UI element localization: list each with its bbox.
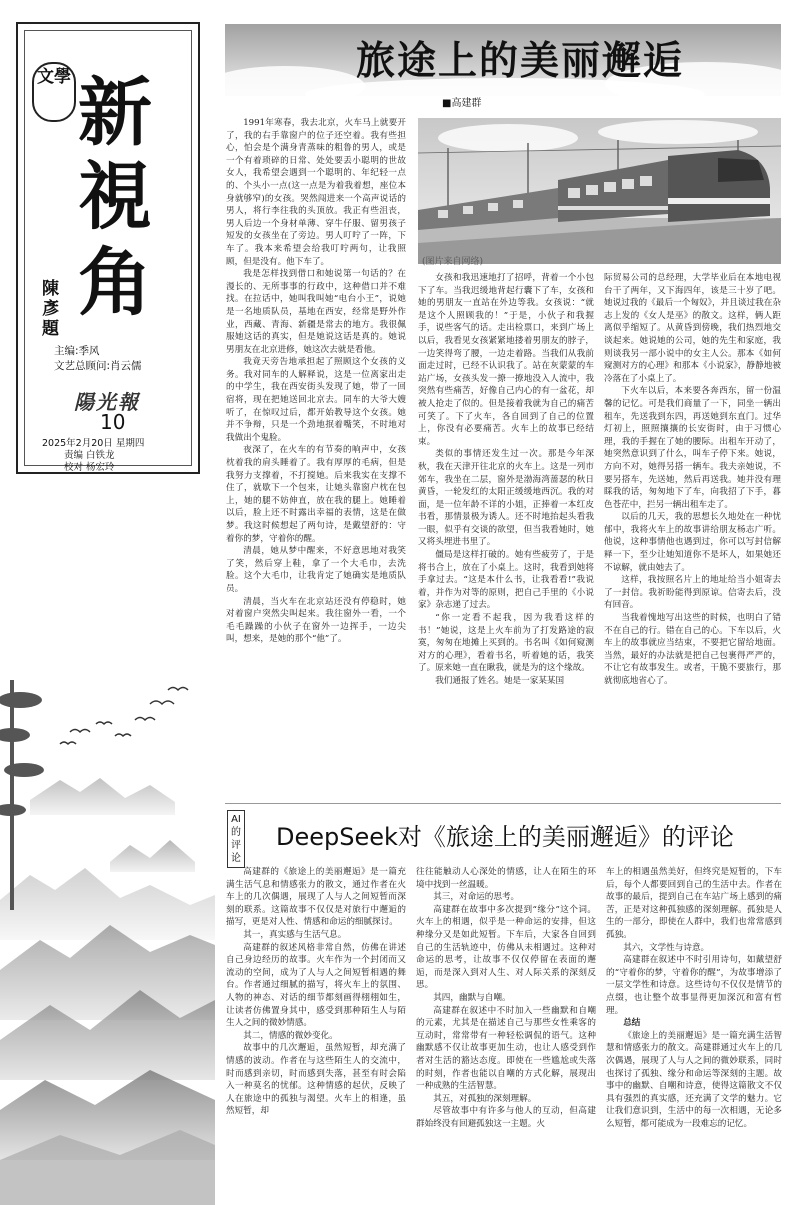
summary-heading: 总结 [623, 1018, 641, 1029]
proofreader: 校对 杨宏玲 [64, 462, 115, 473]
section-divider [225, 803, 781, 804]
masthead-char-1: 新 [78, 70, 152, 156]
review-column-2 [416, 866, 596, 1201]
paragraph: 高建群的叙述风格非常自然，仿佛在讲述自己身边经历的故事。火车作为一个封闭而又流动的空间，成为了人与人之间短暂相遇的舞台。作者通过细腻的描写，将火车上的氛围、人物的神态、对话的细节都刻画得栩栩如生，让读者仿佛置身其中，感受到那种陌生人与陌生人之间的微妙情感。 [226, 942, 406, 1029]
paragraph: 其四，幽默与自嘲。 [433, 992, 511, 1003]
paragraph: 高建群在故事中多次提到“缘分”这个词。火车上的相遇，似乎是一种命运的安排，但这种缘分又是如此短暂。下车后，大家各自回到自己的生活轨迹中，仿佛从未相遇过。这种对命运的思考，让故事不仅仅停留在表面的邂逅，而是深入到对人生、对人际关系的深刻反思。 [416, 904, 596, 991]
train-photo [418, 118, 781, 264]
paragraph: 下火车以后，本来要各奔西东，留一份温馨的记忆。可是我们商量了一下，同坐一辆出租车，先送我到东四，再送她到东直门。过华灯初上，照照攘攘的长安街时，由于习惯心理，我的手握在了她的腰际。出租车开动了，她突然意识到了什么，叫车子停下来。她说，方向不对，她得另搭一辆车。我夫亲她说，不要另搭车，先送她，然后再送我。她并没有理睬我的话，匆匆地下了车，向我招了下手，暮色苍茫中，拦另一辆出租车走了。 [604, 386, 781, 510]
paragraph: 这样，我按照名片上的地址给当小姐寄去了一封信。我祈盼能得到原谅。信寄去后，没有回音。 [604, 575, 781, 611]
paragraph: 往往能触动人心深处的情感，让人在陌生的环境中找到一丝温暖。 [416, 867, 596, 890]
paragraph: “你一定看不起我，因为我看这样的书！”她说，这是上火车前为了打发路途的寂寞，匆匆在地摊上买到的。书名叫《如何窥测对方的心理》，看着书名，听着她的话，我笑了。原来她一直在瞅我，就是为的这个缘故。 [418, 613, 594, 674]
review-title: DeepSeek对《旅途上的美丽邂逅》的评论 [276, 823, 734, 851]
page-number: 10 [100, 410, 126, 434]
paragraph: 我是怎样找到借口和她说第一句话的？在漫长的、无所事事的行政中，这种借口并不难找。在拉话中，她叫我叫她“电台小王”，说她是一名地质队员，基地在西安，经常是野外作业，西藏、青海、新疆是常去的地方。我很佩服她这话的真实，但是她说这话是真的。她说男朋友在北京进修，她这次去就是看他。 [226, 269, 406, 355]
editor-credit: 主编:季风 [54, 345, 100, 357]
article-column-2 [418, 272, 594, 802]
paragraph: 我们通报了姓名。她是一家某某国 [435, 676, 565, 686]
image-caption: (图片来自网络) [422, 257, 484, 267]
masthead-credits [54, 344, 142, 374]
paragraph: 夜深了，在火车的有节奏的响声中，女孩枕着我的肩头睡着了。我有厚厚的毛病，但是我努力支撑着，不打搅她。后来我实在支撑不住了，就歇下一个包来，让她头靠窗户枕在包上，她的腿不妨伸直，放在我的腿上。她睡着以后，脸上还不时露出幸福的表情，这是在做梦。我这时候想起了两句诗，是戴望舒的：守着你的梦，守着你的醒。 [226, 445, 406, 544]
paragraph: 其六，文学性与诗意。 [623, 942, 710, 953]
masthead-char-2: 視 [78, 154, 152, 240]
paragraph: 高建群的《旅途上的美丽邂逅》是一篇充满生活气息和情感张力的散文，通过作者在火车上的几次偶遇，展现了人与人之间短暂而深刻的联系。这篇故事不仅仅是对旅行中邂逅的描写，更是对人性、情感和命运的细腻探讨。 [226, 867, 406, 928]
article-author: ■高建群 [442, 98, 482, 109]
paragraph: 其一，真实感与生活气息。 [243, 929, 347, 940]
masthead-char-3: 角 [78, 240, 152, 326]
paragraph: 其五，对孤独的深刻理解。 [433, 1093, 537, 1104]
article-column-3 [604, 272, 781, 802]
paragraph: 高建群在叙述中不时加入一些幽默和自嘲的元素，尤其是在描述自己与那些女性乘客的互动时，常常带有一种轻松调侃的语气。这种幽默感不仅让故事更加生动，也让人感受到作者对生活的豁达态度。即使在一些尴尬或失落的时刻，作者也能以自嘲的方式化解，展现出一种成熟的生活智慧。 [416, 1005, 596, 1092]
paragraph: 女孩和我迅速地打了招呼，背着一个小包下了车。当我迟缓地背起行囊下了车，女孩和她的男朋友一直站在外边等我。女孩说：“就是这个人照顾我的！”于是，小伙子和我握手，说些客气的话。走出检票口，来到广场上以后，我看见女孩紧紧地搂着男朋友的脖子，一边笑得弯了腰，一边走着路。当我们从我前面走过时，已经不认识我了。站在灰蒙蒙的车站广场，女孩头发一撩一撩地没入人流中，我突然有些痛苦，好像自己内心的有一盆花，却被人抢走了似的。但是接着我就为自己的痛苦可笑了。下了火车，各自回到了自己的位置上，你没有必要痛苦。火车上的故事已经结束。 [418, 273, 594, 447]
paragraph: 《旅途上的美丽邂逅》是一篇充满生活智慧和情感张力的散文。高建群通过火车上的几次偶遇，展现了人与人之间的微妙联系，同时也探讨了孤独、缘分和命运等深刻的主题。故事中的幽默、自嘲和诗意，使得这篇散文不仅具有强烈的真实感，还充满了文学的魅力。它让我们意识到，生活中的每一次相遇，无论多么短暂，都可能成为一段难忘的记忆。 [606, 1030, 782, 1129]
paragraph: 清晨，当火车在北京站还没有停稳时，她对着窗户突然尖叫起来。我往窗外一看，一个毛毛躁躁的小伙子在窗外一边挥手，一边尖叫，想来，是她的那个“他”了。 [226, 596, 406, 645]
article-column-1 [226, 117, 406, 807]
paragraph: 清晨，她从梦中醒来，不好意思地对我笑了笑，然后穿上鞋，拿了一个大毛巾，去洗脸。这个大毛巾，让我肯定了她确实是地质队员。 [226, 546, 406, 594]
paragraph: 以后的几天，我的思想长久地处在一种忧郁中，我将火车上的故事讲给朋友杨志广听。他说，这种事情他也遇到过，你可以写封信解释一下，至少让她知道你不是坏人，如果她还不谅解，就由她去了。 [604, 512, 781, 573]
issue-date: 2025年2月20日 星期四 [42, 438, 145, 449]
masthead-badge: 文學 [32, 62, 76, 122]
paragraph: 其三，对命运的思考。 [433, 892, 520, 903]
review-column-3 [606, 866, 782, 1201]
article-title: 旅途上的美丽邂逅 [355, 38, 684, 84]
paragraph: 当我着愧地写出这些的时候，也明白了错不在自己的行。错在自己的心。下车以后，火车上的故事就应当结束，不要把它留给地面。当然，最好的办法就是把自己包裹得严严的，不让它有故事发生。或者，干脆不要旅行，那就彻底地省心了。 [604, 613, 781, 686]
issue-info [42, 438, 144, 474]
paragraph: 其二，情感的微妙变化。 [243, 1030, 338, 1041]
masthead-box [16, 22, 200, 474]
paragraph: 僵局是这样打破的。她有些疲劳了，于是将书合上，放在了小桌上。这时，我看到她将手拿过去。“这是本什么书，让我看看!”我说着，并作为对等的原则，把自己手里的《小说家》杂志递了过去。 [418, 550, 594, 611]
paragraph: 际贸易公司的总经理，大学毕业后在本地电视台干了两年，又下海四年，该是三十岁了吧。她说过我的《最后一个匈奴》，并且谈过我在杂志上发的《女人是巫》的散文。这样，俩人距离似乎缩短了。从黄昏到傍晚，我们热烈地交谈起来。她说她的公司，她的先生和家庭，我则谈我另一部小说中的女主人公。那本《如何窥测对方的心理》和那本《小说家》，静静地被冷落在了小桌上了。 [604, 273, 781, 384]
consultant-credit: 文艺总顾问:肖云儒 [54, 360, 142, 372]
paragraph: 车上的相遇虽然美好，但终究是短暂的，下车后，每个人都要回到自己的生活中去。作者在故事的最后，提到自己在车站广场上感到的痛苦，正是对这种孤独感的深刻理解。孤独是人生的一部分，即使在人群中，我们也常常感到孤独。 [606, 867, 782, 940]
paragraph: 1991年寒春，我去北京，火车马上就要开了，我的右手靠窗户的位子还空着。我有些担心，怕会是个满身青蒸味的粗鲁的男人，或是一个有着琐碎的日常、处处要丢小聪明的世故女人，我希望会遇到一个聪明的、年纪轻一点的、个头小一点(这一点是为着我着想，座位本身就够窄)的女孩。哭然闯进来一个高声说话的男人，将行李往我的头顶放。我正有些沮丧，男人后边一个身材单薄、穿牛仔服、留男孩子短发的女孩坐在了旁边。男人叮咛了一阵，下车了。我本来希望会给我叮咛两句，让我照顾，但是没有。他下车了。 [226, 118, 406, 267]
paper-logo: 陽光報 [74, 390, 140, 414]
paragraph: 尽管故事中有许多与他人的互动，但高建群始终没有回避孤独这一主题。火 [416, 1106, 596, 1129]
ai-review-tag: AI的评论 [227, 810, 245, 868]
review-column-1 [226, 866, 406, 1201]
duty-editor: 责编 白铁龙 [64, 450, 115, 461]
paragraph: 我竟天旁告地承担起了照顾这个女孩的义务。我对同车的人解释说，这是一位离家出走的中学生，我在西安街头发现了她，带了一回宿将，现在把她送回北京去。同车的大爷大嫂听了，在惊叹过后，都开始教导这个女孩。她并不争辩，只是一个劲地抿着嘴笑，不时地对我做出个鬼脸。 [226, 357, 406, 443]
paragraph: 故事中的几次邂逅，虽然短暂，却充满了情感的波动。作者在与这些陌生人的交流中，时而感到亲切，时而感到失落，甚至有时会陷入一种莫名的忧郁。这种情感的起伏，反映了人在旅途中的孤独与渴望。火车上的相逢，虽然短暂，却 [226, 1043, 406, 1117]
paragraph: 类似的事情还发生过一次。那是今年深秋，我在天津开往北京的火车上。这是一列市郊车，我坐在二层，窗外是渤海湾蔷瑟的秋日黄昏，一轮发红的太阳正缓缓地西沉。我的对面，是一位年龄不详的小姐，正捧着一本红皮书看，那情景极为诱人。还不时地抬起头看我一眼，似乎有交谈的欲望，但当我看她时，她又将头埋进书里了。 [418, 449, 594, 548]
paragraph: 高建群在叙述中不时引用诗句，如戴望舒的“守着你的梦，守着你的醒”，为故事增添了一层文学性和诗意。这些诗句不仅仅是情节的点缀，也让整个故事显得更加深沉和富有哲理。 [606, 955, 782, 1016]
calligrapher-signature: 陳彥題 [42, 279, 59, 339]
ink-landscape-image [0, 640, 215, 1205]
